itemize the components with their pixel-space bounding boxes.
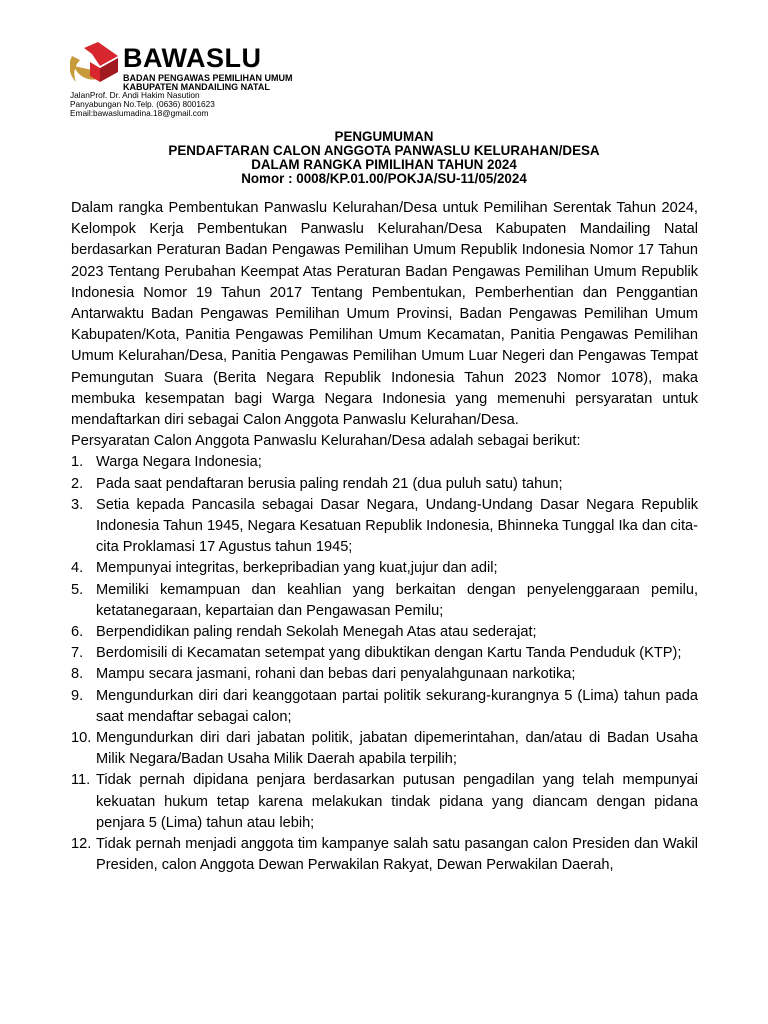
list-item [71,686,698,728]
list-item [71,474,698,495]
title-line3: DALAM RANGKA PIMILIHAN TAHUN 2024 [251,157,517,172]
item-text: Warga Negara Indonesia; [96,454,262,471]
list-item [71,643,698,664]
org-name-line1: BADAN PENGAWAS PEMILIHAN UMUM [123,73,293,83]
item-number: 1. [71,454,84,471]
title-line2: PENDAFTARAN CALON ANGGOTA PANWASLU KELURAHAN/DESA [168,143,600,158]
item-text: Mengundurkan diri dari keanggotaan partai politik sekurang-kurangnya 5 (Lima) tahun pada saat mendaftar sebagai calon; [96,687,698,725]
item-number: 9. [71,687,84,704]
item-text: Berdomisili di Kecamatan setempat yang dibuktikan dengan Kartu Tanda Penduduk (KTP); [96,645,682,662]
requirements-list [71,452,698,876]
announcement-title [0,130,768,186]
announcement-body [71,198,698,877]
item-number: 2. [71,475,84,492]
item-text: Berpendidikan paling rendah Sekolah Menegah Atas atau sederajat; [96,624,537,641]
item-number: 12. [71,836,92,853]
item-number: 8. [71,666,84,683]
item-text: Tidak pernah menjadi anggota tim kampanye salah satu pasangan calon Presiden dan Wakil Presiden, calon Anggota Dewan Perwakilan Rakyat, Dewan Perwakilan Daerah, [96,836,698,874]
list-item [71,664,698,685]
brand-name: BAWASLU [123,43,262,73]
item-text: Tidak pernah dipidana penjara berdasarkan putusan pengadilan yang telah mempunyai kekuatan hukum tetap karena melakukan tindak pidana yang diancam dengan pidana penjara 5 (Lima) tahun atau lebih; [96,772,698,831]
address-line1: JalanProf. Dr. Andi Hakim Nasution [70,90,200,100]
intro-paragraph: Dalam rangka Pembentukan Panwaslu Kelurahan/Desa untuk Pemilihan Serentak Tahun 2024, Kelompok Kerja Pembentukan Panwaslu Kelurahan/Desa Kabupaten Mandailing Natal berdasarkan Peraturan Badan Pengawas Pemilihan Umum Republik Indonesia Nomor 17 Tahun 2023 Tentang Perubahan Keempat Atas Peraturan Badan Pengawas Pemilihan Umum Republik Indonesia Nomor 19 Tahun 2017 Tentang Pembentukan, Pemberhentian dan Penggantian Antarwaktu Badan Pengawas Pemilihan Umum Provinsi, Badan Pengawas Pemilihan Umum Kabupaten/Kota, Panitia Pengawas Pemilihan Umum Kecamatan, Panitia Pengawas Pemilihan Umum Kelurahan/Desa, Panitia Pengawas Pemilihan Umum Luar Negeri dan Pengawas Tempat Pemungutan Suara (Berita Negara Republik Indonesia Tahun 2023 Nomor 1078), maka membuka kesempatan bagi Warga Negara Indonesia yang memenuhi persyaratan untuk mendaftarkan diri sebagai Calon Anggota Panwaslu Kelurahan/Desa. [71,200,698,429]
requirements-lead: Persyaratan Calon Anggota Panwaslu Kelurahan/Desa adalah sebagai berikut: [71,433,581,450]
item-text: Mengundurkan diri dari jabatan politik, jabatan dipemerintahan, dan/atau di Badan Usaha Milik Negara/Badan Usaha Milik Daerah apabila terpilih; [96,730,698,768]
item-text: Mampu secara jasmani, rohani dan bebas dari penyalahgunaan narkotika; [96,666,576,683]
title-line1: PENGUMUMAN [334,129,434,144]
list-item [71,558,698,579]
list-item [71,770,698,834]
item-number: 11. [71,772,91,789]
item-number: 6. [71,624,84,641]
item-number: 7. [71,645,84,662]
letterhead [70,42,390,122]
bawaslu-logo-icon [70,42,120,86]
list-item [71,452,698,473]
item-number: 5. [71,581,84,598]
item-number: 3. [71,496,84,513]
list-item [71,622,698,643]
list-item [71,728,698,770]
address-line2: Panyabungan No.Telp. (0636) 8001623 [70,99,215,109]
list-item [71,495,698,559]
list-item [71,834,698,876]
item-text: Pada saat pendaftaran berusia paling rendah 21 (dua puluh satu) tahun; [96,475,563,492]
title-number: Nomor : 0008/KP.01.00/POKJA/SU-11/05/2024 [241,171,527,186]
address-email: Email:bawaslumadina.18@gmail.com [70,108,209,118]
list-item [71,580,698,622]
item-text: Mempunyai integritas, berkepribadian yang kuat,jujur dan adil; [96,560,498,577]
org-name-line2: KABUPATEN MANDAILING NATAL [123,82,270,92]
item-number: 4. [71,560,84,577]
item-number: 10. [71,730,92,747]
item-text: Setia kepada Pancasila sebagai Dasar Negara, Undang-Undang Dasar Negara Republik Indonesia Tahun 1945, Negara Kesatuan Republik Indonesia, Bhinneka Tunggal Ika dan cita-cita Proklamasi 17 Agustus tahun 1945; [96,496,698,556]
item-text: Memiliki kemampuan dan keahlian yang berkaitan dengan penyelenggaraan pemilu, ketatanegaraan, kepartaian dan Pengawasan Pemilu; [96,581,698,619]
